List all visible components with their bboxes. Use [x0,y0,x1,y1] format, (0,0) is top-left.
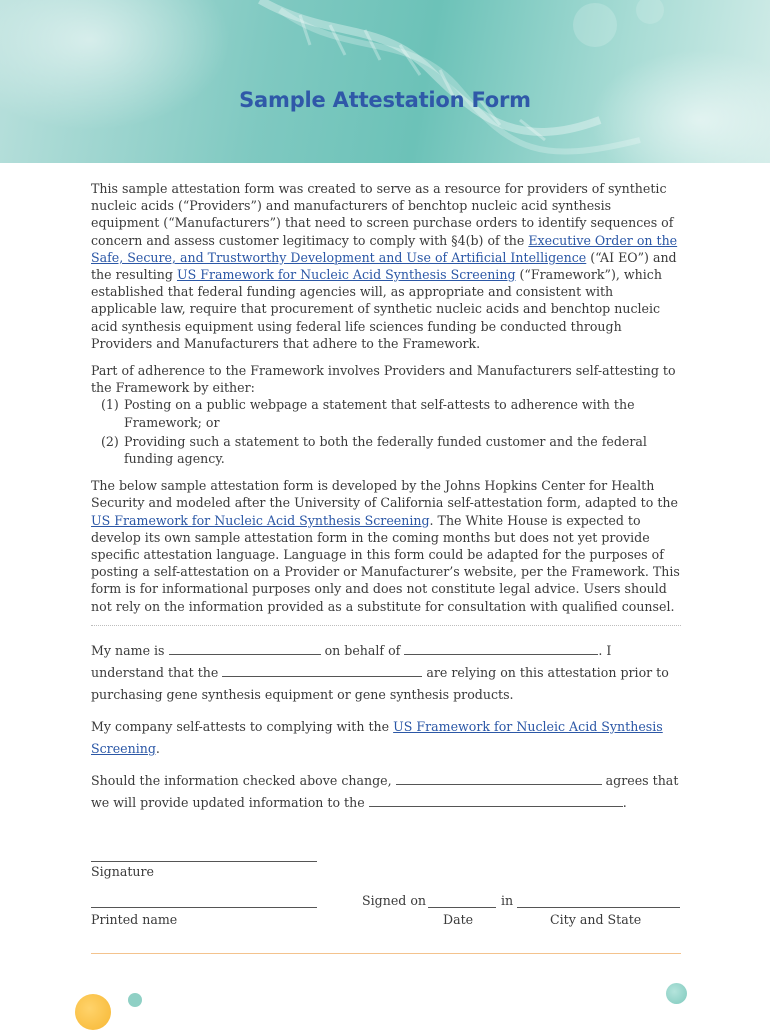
printed-name-field[interactable] [91,906,317,908]
disclaimer-paragraph: The below sample attestation form is developed by the Johns Hopkins Center for Health Security and modeled after the University of California self-attestation form, adapted to the US Framework for Nucleic Acid Synthesis Screening. The White House is expected to develop its own sample attestation form in the coming months but does not yet provide specific attestation language. Language in this form could be adapted for the purposes of posting a self-attestation on a Provider or Manufacturer’s website, per the Framework. This form is for informational purposes only and does not constitute legal advice. Users should not rely on the information provided as a substitute for consultation with qualified counsel. [91,478,680,614]
attestation-statement: My name is on behalf of . I understand that the are relying on this attestation prior to purchasing gene synthesis equipment or gene synthesis products. [91,642,669,702]
organization-field[interactable] [404,653,598,655]
dna-background-graphic [0,0,770,163]
signed-on-label: Signed on [362,893,427,908]
in-label: in [501,893,514,908]
framework-link[interactable]: US Framework for Nucleic Acid Synthesis Screening [176,267,516,283]
company-statement: My company self-attests to complying with the US Framework for Nucleic Acid Synthesis Screening. [91,718,663,756]
name-field[interactable] [169,653,321,655]
date-field[interactable] [428,906,496,908]
teal-circle-decoration [666,983,687,1004]
adherence-lead: Part of adherence to the Framework involves Providers and Manufacturers self-attesting to the Framework by either: [91,363,676,396]
framework-link[interactable]: US Framework for Nucleic Acid Synthesis Screening [91,512,430,528]
list-item: (1) Posting on a public webpage a statement that self-attests to adherence with the Framework; or [101,397,635,430]
company-name-field[interactable] [396,783,602,785]
date-label: Date [443,912,474,927]
footer-rule [91,953,681,954]
executive-order-link[interactable]: Executive Order on the Safe, Secure, and Trustworthy Development and Use of Artificial Intelligence [91,232,678,265]
recipient-field[interactable] [369,805,623,807]
teal-dot-decoration [128,993,142,1007]
signature-field[interactable] [91,860,317,862]
page-title: Sample Attestation Form [239,88,531,112]
header-banner [0,0,770,163]
update-statement: Should the information checked above change, agrees that we will provide updated information to the . [91,772,679,810]
adherence-list [91,396,681,467]
orange-circle-decoration [75,994,111,1030]
customer-field[interactable] [222,675,422,677]
intro-paragraph: This sample attestation form was created to serve as a resource for providers of synthetic nucleic acids (“Providers”) and manufacturers of benchtop nucleic acid synthesis equipment (“Manufacturers”) that need to screen purchase orders to identify sequences of concern and assess customer legitimacy to comply with §4(b) of the Executive Order on the Safe, Secure, and Trustworthy Development and Use of Artificial Intelligence (“AI EO”) and the resulting US Framework for Nucleic Acid Synthesis Screening (“Framework”), which established that federal funding agencies will, as appropriate and consistent with applicable law, require that procurement of synthetic nucleic acids and benchtop nucleic acid synthesis equipment using federal life sciences funding be conducted through Providers and Manufacturers that adhere to the Framework. [91,181,678,351]
document-body [91,180,681,824]
section-divider [91,625,681,626]
signature-label: Signature [91,864,154,879]
city-state-label: City and State [550,912,642,927]
city-state-field[interactable] [517,906,680,908]
printed-name-label: Printed name [91,912,178,927]
list-item: (2) Providing such a statement to both the federally funded customer and the federal funding agency. [101,433,647,467]
framework-link[interactable]: US Framework for Nucleic Acid Synthesis Screening [91,718,663,756]
